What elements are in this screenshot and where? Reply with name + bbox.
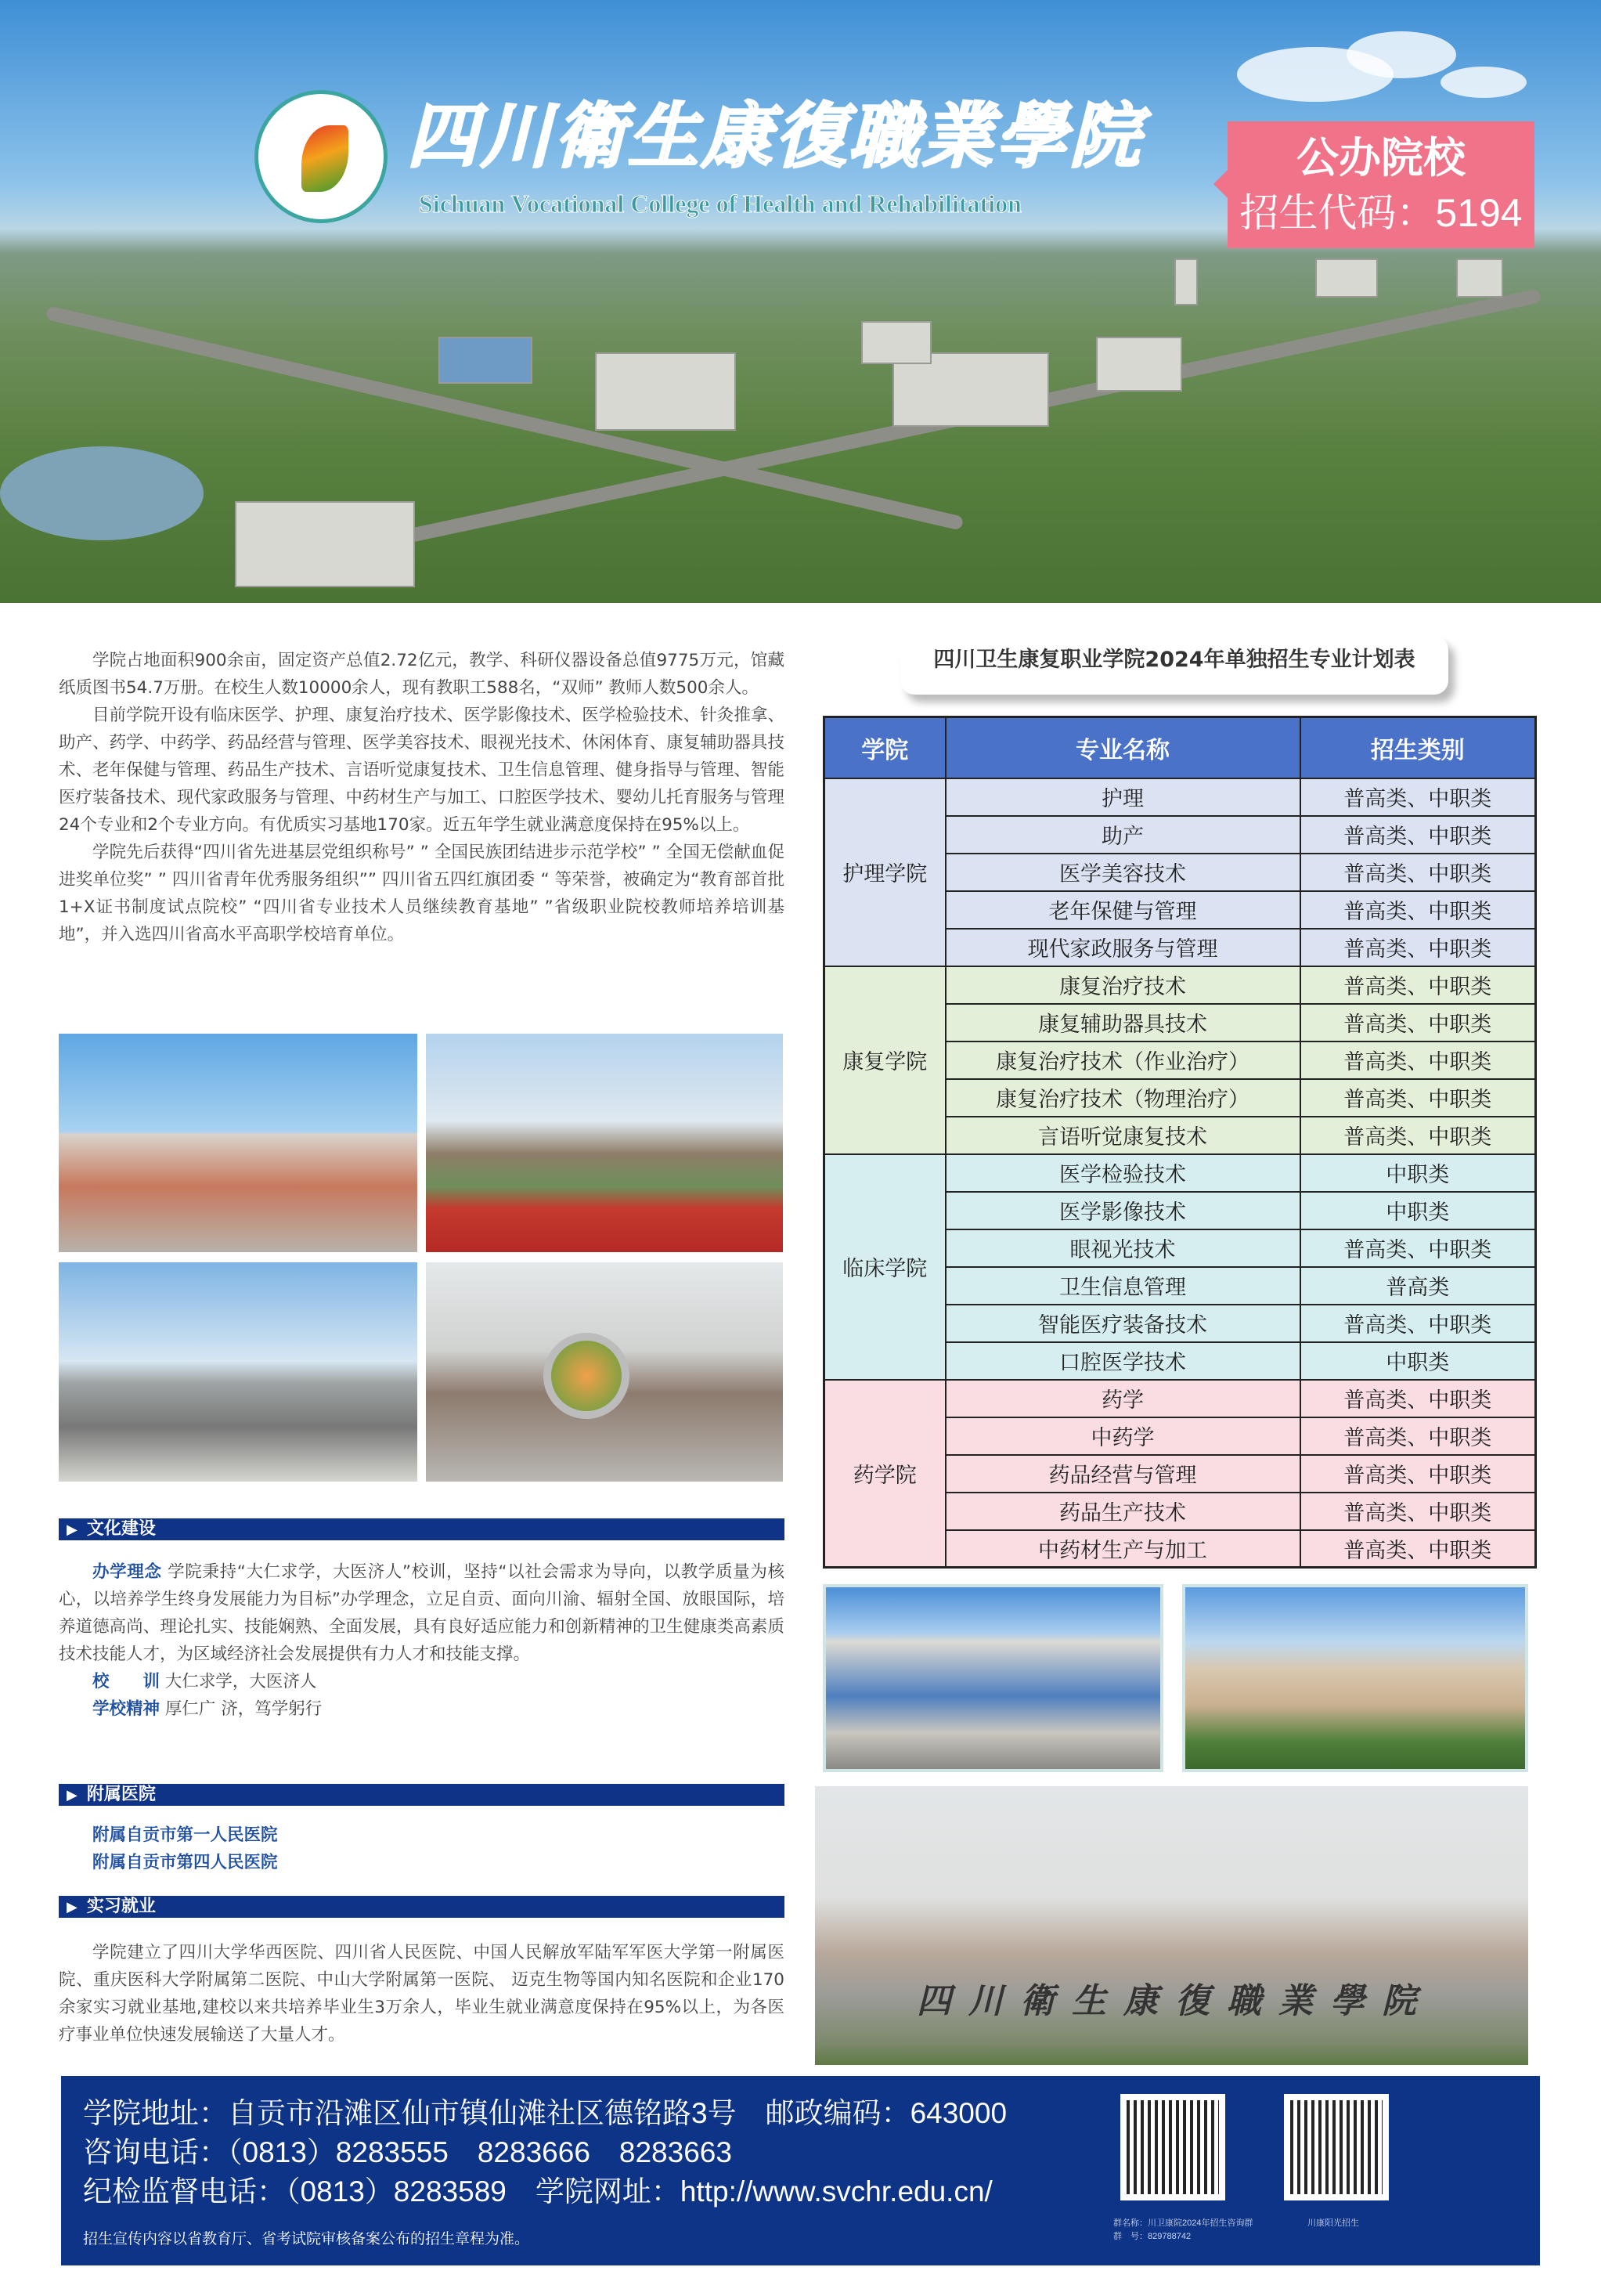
category-cell: 普高类、中职类 [1300,854,1536,891]
table-header-row [824,717,1536,778]
college-cell: 护理学院 [824,778,946,966]
section-hospitals-header [59,1784,784,1806]
spirit-label: 学校精神 [92,1699,160,1719]
college-title-en: Sichuan Vocational College of Health and Rehabilitation [419,190,1022,218]
campus-sign-text: 四川衛生康復職業學院 [917,1981,1433,2021]
major-cell: 康复治疗技术（作业治疗） [946,1042,1300,1079]
hospital-item: 附属自贡市第一人民医院 [92,1825,278,1845]
category-cell: 普高类、中职类 [1300,1079,1536,1117]
category-cell: 普高类、中职类 [1300,1380,1536,1417]
philosophy-label: 办学理念 [92,1562,162,1582]
category-cell: 普高类、中职类 [1300,1417,1536,1455]
college-cell: 康复学院 [824,966,946,1154]
major-cell: 药品经营与管理 [946,1455,1300,1493]
header-major: 专业名称 [946,717,1300,778]
category-cell: 普高类、中职类 [1300,891,1536,929]
supervision-and-website[interactable]: 纪检监督电话：（0813）8283589 学院网址：http://www.svchr.edu.cn/ [83,2175,993,2208]
plan-title: 四川卫生康复职业学院2024年单独招生专业计划表 [900,636,1448,695]
major-cell: 助产 [946,816,1300,854]
college-title-cn: 四川衛生康復職業學院 [407,95,1143,178]
qr-code-group[interactable] [1120,2094,1225,2200]
major-cell: 中药材生产与加工 [946,1530,1300,1568]
triangle-icon: ▶ [67,1899,78,1915]
category-cell: 普高类 [1300,1267,1536,1305]
major-cell: 口腔医学技术 [946,1342,1300,1380]
enrollment-plan-table [823,716,1537,1569]
major-cell: 护理 [946,778,1300,816]
section-title: 实习就业 [86,1897,156,1916]
category-cell: 普高类、中职类 [1300,1493,1536,1530]
category-cell: 普高类、中职类 [1300,1229,1536,1267]
college-cell: 药学院 [824,1380,946,1568]
hospital-photo-2 [1182,1584,1528,1772]
category-cell: 普高类、中职类 [1300,1117,1536,1154]
major-cell: 言语听觉康复技术 [946,1117,1300,1154]
hospital-item: 附属自贡市第四人民医院 [92,1853,278,1872]
category-cell: 普高类、中职类 [1300,1530,1536,1568]
contact-footer [61,2076,1540,2265]
category-cell: 中职类 [1300,1154,1536,1192]
intro-text [59,647,784,948]
college-logo [254,90,388,223]
category-cell: 普高类、中职类 [1300,1455,1536,1493]
qr-official-caption: 川康阳光招生 [1307,2218,1359,2228]
category-cell: 普高类、中职类 [1300,1305,1536,1342]
intro-paragraph: 学院先后获得“四川省先进基层党组织称号” ” 全国民族团结进步示范学校” ” 全国无偿献血促进奖单位奖” ” 四川省青年优秀服务组织”” 四川省五四红旗团委 “ 等荣誉，被确定为“教育部首批1+X证书制度试点院校” “四川省专业技术人员继续教育基地” ”省级职业院校教师培养培训基地”，并入选四川省高水平高职学校培育单位。 [59,843,784,944]
table-row [824,966,1536,1004]
spirit-text: 厚仁广 济，笃学躬行 [164,1699,323,1719]
category-cell: 普高类、中职类 [1300,929,1536,966]
category-cell: 普高类、中职类 [1300,1004,1536,1042]
internship-section [59,1939,784,2049]
major-cell: 智能医疗装备技术 [946,1305,1300,1342]
enrollment-code: 招生代码：5194 [1239,191,1523,235]
table-row [824,778,1536,816]
internship-text: 学院建立了四川大学华西医院、四川省人民医院、中国人民解放军陆军军医大学第一附属医院、重庆医科大学附属第二医院、中山大学附属第一医院、 迈克生物等国内知名医院和企业170余家实习就业基地,建校以来共培养毕业生3万余人，毕业生就业满意度保持在95%以上，为各医疗事业单位快速发展输送了大量人才。 [59,1943,784,2045]
disclaimer: 招生宣传内容以省教育厅、省考试院审核备案公布的招生章程为准。 [83,2231,530,2247]
header-college: 学院 [824,717,946,778]
intro-paragraph: 目前学院开设有临床医学、护理、康复治疗技术、医学影像技术、医学检验技术、针灸推拿、助产、药学、中药学、药品经营与管理、医学美容技术、眼视光技术、休闲体育、康复辅助器具技术、老年保健与管理、药品生产技术、言语听觉康复技术、卫生信息管理、健身指导与管理、智能医疗装备技术、现代家政服务与管理、中药材生产与加工、口腔医学技术、婴幼儿托育服务与管理24个专业和2个专业方向。有优质实习基地170家。近五年学生就业满意度保持在95%以上。 [59,706,784,835]
major-cell: 卫生信息管理 [946,1267,1300,1305]
address: 学院地址：自贡市沿滩区仙市镇仙滩社区德铭路3号 邮政编码：643000 [83,2097,1008,2129]
qr-group-caption: 群名称：川卫康院2024年招生咨询群 群 号：829788742 [1113,2218,1253,2241]
triangle-icon: ▶ [67,1787,78,1803]
motto-text: 大仁求学，大医济人 [164,1672,317,1691]
category-cell: 普高类、中职类 [1300,966,1536,1004]
section-title: 文化建设 [86,1519,156,1539]
campus-sign-photo [59,1262,417,1482]
major-cell: 中药学 [946,1417,1300,1455]
category-cell: 中职类 [1300,1192,1536,1229]
major-cell: 现代家政服务与管理 [946,929,1300,966]
hero-banner [0,0,1601,603]
category-cell: 中职类 [1300,1342,1536,1380]
philosophy-text: 学院秉持“大仁求学，大医济人”校训，坚持“以社会需求为导向，以教学质量为核心，以培养学生终身发展能力为目标”办学理念，立足自贡、面向川渝、辐射全国、放眼国际，培养道德高尚、理论扎实、技能娴熟、全面发展，具有良好适应能力和创新精神的卫生健康类高素质技术技能人才，为区域经济社会发展提供有力人才和技能支撑。 [59,1562,784,1664]
badge-line1: 公办院校 [1296,133,1466,182]
category-cell: 普高类、中职类 [1300,778,1536,816]
campus-gate-photo [815,1786,1528,2065]
table-row [824,1380,1536,1417]
header-category: 招生类别 [1300,717,1536,778]
major-cell: 药品生产技术 [946,1493,1300,1530]
hospitals-list [59,1821,784,1876]
qr-code-official[interactable] [1284,2094,1389,2200]
section-title: 附属医院 [86,1785,156,1804]
triangle-icon: ▶ [67,1522,78,1538]
campus-building-photo [426,1034,783,1252]
major-cell: 医学检验技术 [946,1154,1300,1192]
category-cell: 普高类、中职类 [1300,816,1536,854]
major-cell: 医学影像技术 [946,1192,1300,1229]
major-cell: 医学美容技术 [946,854,1300,891]
campus-sculpture-photo [426,1262,783,1482]
college-cell: 临床学院 [824,1154,946,1380]
motto-label: 校 训 [92,1672,160,1691]
table-row [824,1154,1536,1192]
major-cell: 眼视光技术 [946,1229,1300,1267]
section-internship-header [59,1896,784,1918]
category-cell: 普高类、中职类 [1300,1042,1536,1079]
public-school-badge [1228,121,1534,248]
intro-paragraph: 学院占地面积900余亩，固定资产总值2.72亿元，教学、科研仪器设备总值9775万元，馆藏纸质图书54.7万册。在校生人数10000余人，现有教职工588名，“双师” 教师人数500余人。 [59,651,784,698]
stadium-photo [59,1034,417,1252]
hospital-photo-1 [823,1584,1163,1772]
phone: 咨询电话：（0813）8283555 8283666 8283663 [83,2136,732,2168]
lake [0,446,204,540]
major-cell: 康复辅助器具技术 [946,1004,1300,1042]
major-cell: 药学 [946,1380,1300,1417]
section-culture-header [59,1518,784,1540]
major-cell: 老年保健与管理 [946,891,1300,929]
culture-section [59,1558,784,1723]
major-cell: 康复治疗技术（物理治疗） [946,1079,1300,1117]
major-cell: 康复治疗技术 [946,966,1300,1004]
